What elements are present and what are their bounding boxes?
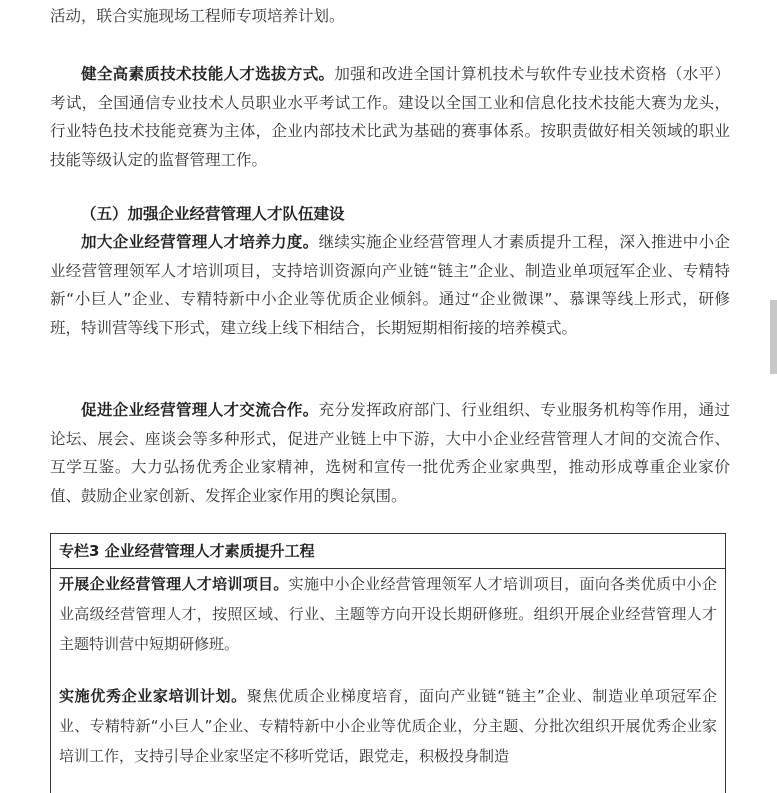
section-heading: （五）加强企业经营管理人才队伍建设 [81, 205, 345, 223]
column-box-item [51, 569, 725, 659]
paragraph-continued [50, 2, 730, 31]
paragraph-lead: 健全高素质技术技能人才选拔方式。 [81, 65, 335, 83]
paragraph-lead: 促进企业经营管理人才交流合作。 [81, 401, 319, 419]
column-item-lead: 实施优秀企业家培训计划。 [59, 687, 247, 705]
scrollbar-thumb[interactable] [770, 300, 777, 374]
paragraph-lead: 加大企业经营管理人才培养力度。 [81, 233, 319, 251]
column-item-text: 聚焦优质企业梯度培育，面向产业链“链主”企业、制造业单项冠军企业、专精特新“小巨人”企业、专精特新中小企业等优质企业，分主题、分批次组织开展优秀企业家培训工作，支持引导企业家坚定不移听党话，跟党走，积极投身制造 [59, 687, 717, 765]
paragraph-management-exchange [50, 396, 730, 510]
column-box-title: 专栏3 企业经营管理人才素质提升工程 [51, 534, 725, 569]
spacer [51, 659, 725, 681]
column-item-lead: 开展企业经营管理人才培训项目。 [59, 575, 289, 593]
paragraph-management-training [50, 228, 730, 342]
paragraph-text: 活动，联合实施现场工程师专项培养计划。 [50, 7, 345, 25]
paragraph-text: 继续实施企业经营管理人才素质提升工程，深入推进中小企业经营管理领军人才培训项目，支持培训资源向产业链“链主”企业、制造业单项冠军企业、专精特新“小巨人”企业、专精特新中小企业等优质企业倾斜。通过“企业微课”、慕课等线上形式，研修班，特训营等线下形式，建立线上线下相结合，长期短期相衔接的培养模式。 [50, 233, 730, 337]
column-box [50, 533, 726, 793]
paragraph-text: 充分发挥政府部门、行业组织、专业服务机构等作用，通过论坛、展会、座谈会等多种形式，促进产业链上中下游，大中小企业经营管理人才间的交流合作、互学互鉴。大力弘扬优秀企业家精神，选树和宣传一批优秀企业家典型，推动形成尊重企业家价值、鼓励企业家创新、发挥企业家作用的舆论氛围。 [50, 401, 730, 505]
paragraph-talent-selection [50, 60, 730, 174]
column-item-text: 实施中小企业经营管理领军人才培训项目，面向各类优质中小企业高级经营管理人才，按照区域、行业、主题等方向开设长期研修班。组织开展企业经营管理人才主题特训营中短期研修班。 [59, 575, 717, 653]
column-box-item [51, 681, 725, 771]
paragraph-text: 加强和改进全国计算机技术与软件专业技术资格（水平）考试，全国通信专业技术人员职业水平考试工作。建设以全国工业和信息化技术技能大赛为龙头，行业特色技术技能竞赛为主体，企业内部技术比武为基础的赛事体系。按职责做好相关领域的职业技能等级认定的监督管理工作。 [50, 65, 730, 169]
